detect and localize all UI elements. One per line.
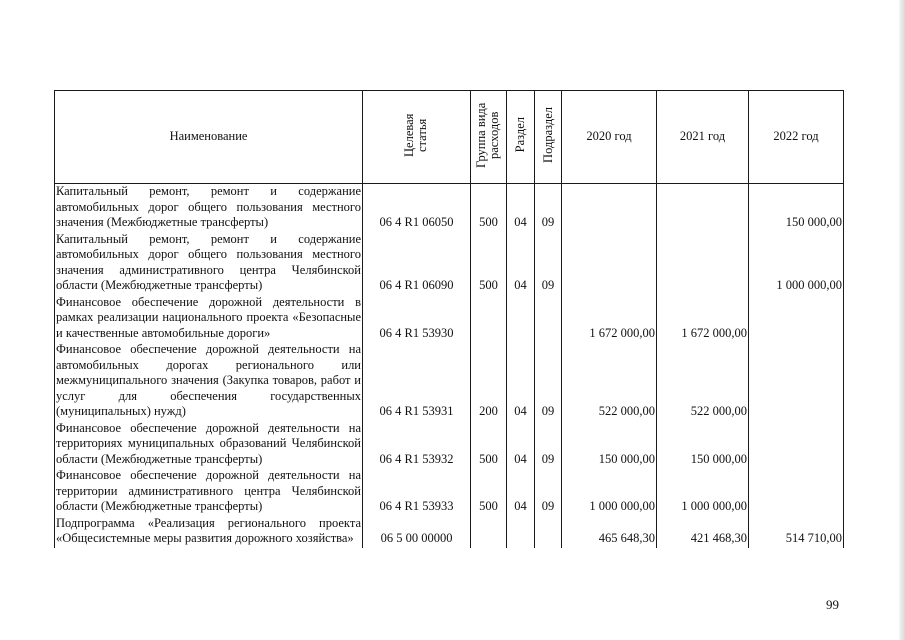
row-subsection: 09 (535, 184, 562, 232)
row-code: 06 5 00 00000 (363, 516, 471, 548)
row-name: Подпрограмма «Реализация регионального проекта «Общесистемные меры развития дорожного хозяйства» (55, 516, 363, 548)
row-2022: 514 710,00 (749, 516, 844, 548)
row-section: 04 (507, 421, 535, 469)
header-section: Раздел (507, 91, 535, 184)
row-subsection: 09 (535, 232, 562, 295)
header-expense-group: Группа вида расходов (471, 91, 507, 184)
row-name: Капитальный ремонт, ремонт и содержание автомобильных дорог общего пользования местного значения (Межбюджетные трансферты) (55, 184, 363, 232)
row-2020: 1 000 000,00 (562, 468, 657, 516)
table-row (55, 421, 844, 469)
row-2021: 150 000,00 (657, 421, 749, 469)
row-2020: 465 648,30 (562, 516, 657, 548)
row-2020 (562, 184, 657, 232)
row-group: 200 (471, 342, 507, 421)
header-2020: 2020 год (562, 91, 657, 184)
table-row (55, 295, 844, 343)
header-name: Наименование (55, 91, 363, 184)
header-2022: 2022 год (749, 91, 844, 184)
row-2020: 150 000,00 (562, 421, 657, 469)
table-row (55, 232, 844, 295)
row-section (507, 516, 535, 548)
page-number: 99 (826, 597, 839, 612)
row-code: 06 4 R1 53932 (363, 421, 471, 469)
row-2020: 1 672 000,00 (562, 295, 657, 343)
header-2021: 2021 год (657, 91, 749, 184)
row-name: Финансовое обеспечение дорожной деятельности в рамках реализации национального проекта «Безопасные и качественные автомобильные дороги» (55, 295, 363, 343)
row-2021 (657, 232, 749, 295)
table-row (55, 184, 844, 232)
row-2021: 522 000,00 (657, 342, 749, 421)
row-2021: 421 468,30 (657, 516, 749, 548)
row-subsection (535, 295, 562, 343)
row-2020 (562, 232, 657, 295)
row-group: 500 (471, 232, 507, 295)
row-2022 (749, 468, 844, 516)
row-name: Финансовое обеспечение дорожной деятельности на территории административного центра Челябинской области (Межбюджетные трансферты) (55, 468, 363, 516)
row-subsection: 09 (535, 421, 562, 469)
row-code: 06 4 R1 53931 (363, 342, 471, 421)
row-section: 04 (507, 468, 535, 516)
row-group (471, 295, 507, 343)
row-2022: 150 000,00 (749, 184, 844, 232)
row-subsection (535, 516, 562, 548)
row-name: Финансовое обеспечение дорожной деятельности на территориях муниципальных образований Челябинской области (Межбюджетные трансферты) (55, 421, 363, 469)
row-2022 (749, 342, 844, 421)
row-2022 (749, 295, 844, 343)
header-subsection: Подраздел (535, 91, 562, 184)
row-2020: 522 000,00 (562, 342, 657, 421)
row-2021: 1 672 000,00 (657, 295, 749, 343)
budget-table (54, 90, 844, 548)
scan-edge (899, 0, 905, 640)
row-2021 (657, 184, 749, 232)
row-group: 500 (471, 468, 507, 516)
header-row (55, 91, 844, 184)
header-target: Целевая статья (363, 91, 471, 184)
row-2022 (749, 421, 844, 469)
row-section: 04 (507, 232, 535, 295)
row-code: 06 4 R1 06050 (363, 184, 471, 232)
row-subsection: 09 (535, 342, 562, 421)
row-group (471, 516, 507, 548)
row-code: 06 4 R1 53930 (363, 295, 471, 343)
row-code: 06 4 R1 06090 (363, 232, 471, 295)
table-row (55, 468, 844, 516)
row-group: 500 (471, 184, 507, 232)
row-2022: 1 000 000,00 (749, 232, 844, 295)
row-group: 500 (471, 421, 507, 469)
table-row (55, 342, 844, 421)
row-section (507, 295, 535, 343)
row-name: Финансовое обеспечение дорожной деятельности на автомобильных дорогах регионального или межмуниципального значения (Закупка товаров, работ и услуг для обеспечения государственных (муниципальных) нужд) (55, 342, 363, 421)
row-code: 06 4 R1 53933 (363, 468, 471, 516)
row-section: 04 (507, 184, 535, 232)
row-2021: 1 000 000,00 (657, 468, 749, 516)
row-name: Капитальный ремонт, ремонт и содержание автомобильных дорог общего пользования местного значения административного центра Челябинской области (Межбюджетные трансферты) (55, 232, 363, 295)
row-section: 04 (507, 342, 535, 421)
table-row (55, 516, 844, 548)
row-subsection: 09 (535, 468, 562, 516)
